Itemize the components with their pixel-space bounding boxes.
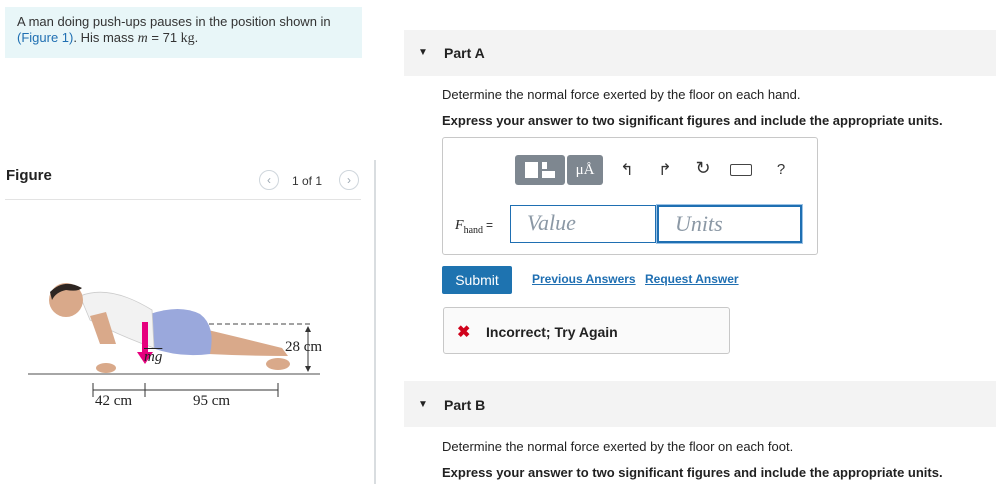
chevron-left-icon: ‹: [267, 173, 271, 187]
part-a-label: Part A: [444, 45, 485, 61]
units-input[interactable]: Units: [657, 205, 802, 243]
figure-link[interactable]: (Figure 1): [17, 30, 74, 45]
panel-divider: [374, 160, 376, 484]
force-variable-label: [455, 218, 493, 236]
collapse-triangle-icon[interactable]: ▼: [418, 47, 428, 58]
part-a-instruction: Express your answer to two significant figures and include the appropriate units.: [442, 113, 943, 128]
problem-statement: [17, 14, 347, 47]
leg: [208, 330, 288, 356]
part-a-prompt: Determine the normal force exerted by the floor on each hand.: [442, 87, 801, 102]
part-a-header[interactable]: [404, 30, 996, 76]
figure-divider: [5, 199, 361, 200]
hand-distance-label: 42 cm: [95, 393, 133, 409]
mass-symbol: m: [137, 31, 148, 46]
request-answer-link[interactable]: Request Answer: [645, 272, 739, 286]
templates-button[interactable]: [515, 155, 565, 185]
problem-text-end: .: [194, 30, 199, 45]
part-b-label: Part B: [444, 397, 486, 413]
feedback-text: Incorrect; Try Again: [486, 324, 618, 340]
part-b-prompt: Determine the normal force exerted by the floor on each foot.: [442, 439, 794, 454]
foot-distance-label: 95 cm: [193, 393, 231, 409]
force-subscript: hand: [463, 224, 484, 236]
undo-icon[interactable]: ↰: [620, 162, 634, 179]
weight-label: $\overline{mg}$: [144, 349, 163, 365]
height-label: 28 cm: [285, 339, 323, 355]
help-button[interactable]: ?: [776, 161, 786, 178]
hand: [96, 363, 116, 373]
figure-pager-text: 1 of 1: [292, 174, 323, 188]
part-b-instruction: Express your answer to two significant figures and include the appropriate units.: [442, 465, 943, 480]
chevron-right-icon: ›: [347, 173, 351, 187]
templates-icon: [523, 160, 557, 180]
mass-equals: = 71: [147, 30, 181, 45]
problem-text-before: A man doing push-ups pauses in the position shown in: [17, 14, 331, 29]
height-arrow-down: [305, 366, 311, 372]
value-input[interactable]: Value: [510, 205, 656, 243]
problem-text-mid: . His mass: [73, 30, 135, 45]
force-variable: F: [455, 218, 464, 233]
figure-title: Figure: [6, 167, 52, 184]
equals-sign: =: [486, 218, 494, 232]
previous-answers-link[interactable]: Previous Answers: [532, 272, 636, 286]
foot: [266, 358, 290, 370]
redo-icon[interactable]: ↱: [658, 162, 672, 179]
height-arrow-up: [305, 326, 311, 332]
x-icon: ✖: [457, 324, 471, 341]
mass-unit: kg: [180, 31, 195, 46]
reset-icon[interactable]: ↻: [695, 158, 711, 178]
part-b-header[interactable]: [404, 381, 996, 427]
collapse-triangle-icon[interactable]: ▼: [418, 399, 428, 410]
units-button[interactable]: μÅ: [567, 155, 603, 185]
figure-prev-button[interactable]: [259, 170, 279, 190]
figure-next-button[interactable]: [339, 170, 359, 190]
keyboard-icon[interactable]: [730, 164, 752, 176]
submit-button[interactable]: Submit: [442, 266, 512, 294]
